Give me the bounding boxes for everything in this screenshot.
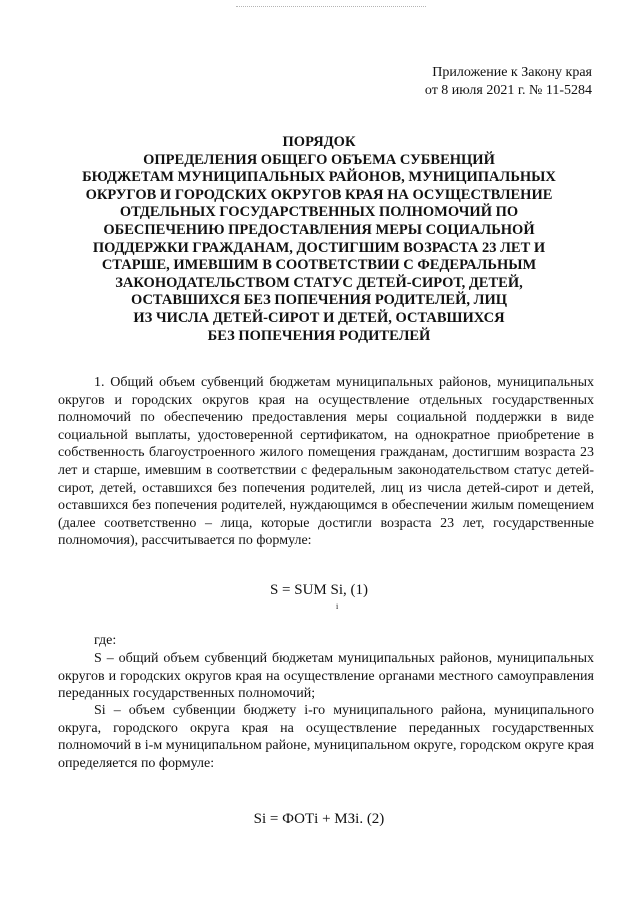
title-line: ОПРЕДЕЛЕНИЯ ОБЩЕГО ОБЪЕМА СУБВЕНЦИЙ <box>143 151 495 168</box>
document-title <box>40 134 598 345</box>
title-line: ОБЕСПЕЧЕНИЮ ПРЕДОСТАВЛЕНИЯ МЕРЫ СОЦИАЛЬНОЙ <box>103 221 535 238</box>
title-line: ОКРУГОВ И ГОРОДСКИХ ОКРУГОВ КРАЯ НА ОСУЩЕСТВЛЕНИЕ <box>85 186 553 203</box>
title-line: ИЗ ЧИСЛА ДЕТЕЙ-СИРОТ И ДЕТЕЙ, ОСТАВШИХСЯ <box>133 309 505 326</box>
definition-si: Si – объем субвенции бюджету i-го муниципального района, муниципального округа, городского округа края на осуществление переданных государственных полномочий в i-м муниципальном районе, муниципальном округе, городском округе края определяется по формуле: <box>58 703 594 771</box>
scan-artifact-dots <box>236 6 426 10</box>
title-line: ОСТАВШИХСЯ БЕЗ ПОПЕЧЕНИЯ РОДИТЕЛЕЙ, ЛИЦ <box>131 292 507 309</box>
title-line: СТАРШЕ, ИМЕВШИМ В СООТВЕТСТВИИ С ФЕДЕРАЛЬНЫМ <box>101 257 537 274</box>
title-line: ПОДДЕРЖКИ ГРАЖДАНАМ, ДОСТИГШИМ ВОЗРАСТА 23 ЛЕТ И <box>92 239 546 256</box>
title-line: ПОРЯДОК <box>282 134 356 150</box>
title-line: ЗАКОНОДАТЕЛЬСТВОМ СТАТУС ДЕТЕЙ-СИРОТ, ДЕТЕЙ, <box>115 274 523 291</box>
formula-1 <box>0 582 638 611</box>
definition-s: S – общий объем субвенций бюджетам муниципальных районов, муниципальных округов и городских округов края на осуществление органами местного самоуправления переданных государственных полномочий; <box>58 651 594 702</box>
title-line: БЮДЖЕТАМ МУНИЦИПАЛЬНЫХ РАЙОНОВ, МУНИЦИПАЛЬНЫХ <box>82 169 556 186</box>
title-line: БЕЗ ПОПЕЧЕНИЯ РОДИТЕЛЕЙ <box>207 327 431 344</box>
title-line: ОТДЕЛЬНЫХ ГОСУДАРСТВЕННЫХ ПОЛНОМОЧИЙ ПО <box>119 204 519 221</box>
formula-1-text: S = SUM Si, (1) <box>269 582 369 598</box>
appendix-line-2: от 8 июля 2021 г. № 11-5284 <box>424 83 592 98</box>
appendix-line-1: Приложение к Закону края <box>432 65 592 80</box>
formula-1-subscript: i <box>336 602 339 611</box>
formula-2: Si = ФОТi + МЗi. (2) <box>253 811 385 827</box>
appendix-header <box>425 64 592 100</box>
paragraph-1: 1. Общий объем субвенций бюджетам муниципальных районов, муниципальных округов и городских округов края на осуществление отдельных государственных полномочий по обеспечению предоставления меры социальной поддержки в виде социальной выплаты, удостоверенной сертификатом, на однократное приобретение в собственность благоустроенного жилого помещения гражданам, достигшим возраста 23 лет и старше, имевшим в соответствии с федеральным законодательством статус детей-сирот, детей, оставшихся без попечения родителей, лиц из числа детей-сирот и детей, оставшихся без попечения родителей, нуждающимся в обеспечении жилым помещением (далее соответственно – лица, которые достигли возраста 23 лет, государственные полномочия), рассчитывается по формуле: <box>58 375 594 549</box>
where-label: где: <box>94 633 117 648</box>
